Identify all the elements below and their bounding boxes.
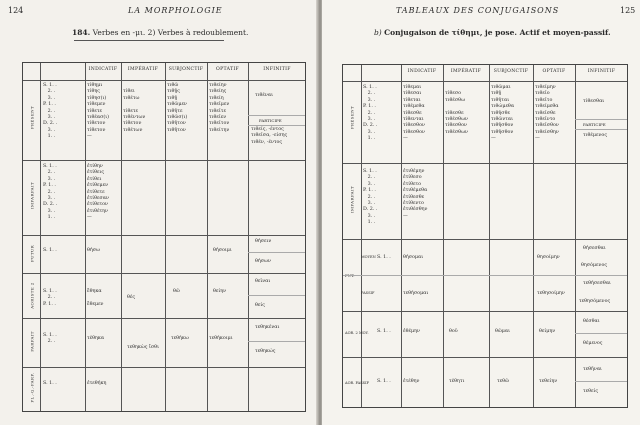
perfect-infinitif: τεθηκέναι xyxy=(255,325,280,330)
col-indicatif: INDICATIF xyxy=(407,69,437,74)
section-title xyxy=(374,28,611,37)
section-letter: b) xyxy=(374,28,382,37)
col-subjonctif: SUBJONCTIF xyxy=(493,69,529,74)
col-indicatif: INDICATIF xyxy=(88,67,118,72)
future-label: FUT. xyxy=(345,273,355,278)
aor-passif-subjonctif: τεθῶ xyxy=(497,379,509,384)
pluperfect-indicatif: ἐτεθήκη xyxy=(87,381,107,386)
perfect-subjonctif: τεθήκω xyxy=(171,336,189,341)
present-indicatif: τίθεμαι τίθεσαι τίθεται τιθέμεθα τίθεσθε τίθενται τίθεσθον τίθεσθον — xyxy=(403,85,425,142)
future-numbers: S. 1. . xyxy=(43,248,57,253)
aor-moyen-label: AOR. 2 MOY. xyxy=(345,331,369,335)
future-passif-optatif: τεθησοίμην xyxy=(537,291,565,296)
tense-aoriste: AORISTE 2 xyxy=(29,282,35,309)
imperfect-indicatif: ἐτίθην ἐτίθεις ἐτίθει ἐτίθεμεν ἐτίθετε ἐτίθεσαν ἐτίθετον ἐτιθέτην — xyxy=(87,164,109,221)
perfect-participe: τεθηκώς xyxy=(255,349,276,354)
future-passif-indicatif: τεθήσομαι xyxy=(403,291,429,296)
aor-passif-label: AOR. PASSIF xyxy=(345,381,369,385)
aorist-subjonctif: θῶ xyxy=(173,289,180,294)
present-numbers: S. 1. . 2. . 3. . P. 1. . 2. . 3. . D. 2. . 3. . 1. . xyxy=(363,85,378,142)
aor-passif-infinitif: τεθῆναι xyxy=(583,367,602,372)
future-numbers: S. 1. . xyxy=(377,255,391,260)
future-participe: θήσων xyxy=(255,259,271,264)
future-passif-infinitif: τεθήσεσθαι xyxy=(583,281,611,286)
future-moyen-optatif: θησοίμην xyxy=(537,255,560,260)
future-moyen-label: MOYEN xyxy=(361,255,376,259)
col-imperatif: IMPÉRATIF xyxy=(450,69,482,74)
aor-moyen-subjonctif: θῶμαι xyxy=(495,329,511,334)
aorist-participe: θείς xyxy=(255,303,265,308)
tense-imparfait: IMPARFAIT xyxy=(29,181,35,210)
future-infinitif: θήσειν xyxy=(255,239,272,244)
perfect-imperatif: τεθηκὼς ἴσθι xyxy=(127,345,159,350)
present-indicatif: τίθημι τίθης τίθησ(ι) τίθεμεν τίθετε τιθέασ(ι) τίθετον τίθετον — xyxy=(87,83,110,140)
col-optatif: OPTATIF xyxy=(542,69,566,74)
aor-passif-participe: τεθείς xyxy=(583,389,599,394)
present-participe: τιθείς, -έντος τιθεῖσα, -είσης τιθέν, -έντος xyxy=(251,127,288,145)
section-title-text: Verbes en -μι. 2) Verbes à redoublement. xyxy=(92,28,249,37)
tense-plusqueparfait: PL.-Q.-PARF. xyxy=(29,372,35,403)
present-participe-label: PARTICIPE xyxy=(259,118,282,123)
imperfect-numbers: S. 1. . 2. . 3. . P. 1. . 2. . 3. . D. 2. . 3. . 1. . xyxy=(363,169,378,226)
aor-passif-indicatif: ἐτέθην xyxy=(403,379,420,384)
present-subjonctif: τιθῶ τιθῇς τιθῇ τιθῶμεν τιθῆτε τιθῶσ(ι) τιθῆτον τιθῆτον xyxy=(167,83,188,133)
col-optatif: OPTATIF xyxy=(216,67,239,72)
title-underline xyxy=(74,40,224,41)
aor-moyen-numbers: S. 1. . xyxy=(377,329,391,334)
tense-present: PRÉSENT xyxy=(29,105,35,130)
aorist-imperatif: θές xyxy=(127,295,136,300)
perfect-optatif: τεθήκοιμι xyxy=(209,336,233,341)
present-subjonctif: τιθῶμαι τιθῇ τιθῆται τιθώμεθα τιθῆσθε τιθῶνται τιθῆσθον τιθῆσθον — xyxy=(491,85,515,142)
aorist-infinitif: θεῖναι xyxy=(255,279,271,284)
running-head: LA MORPHOLOGIE xyxy=(128,6,223,15)
future-passif-participe: τεθησόμενος xyxy=(579,299,611,304)
present-participe-label: PARTICIPE xyxy=(583,122,606,127)
tense-imparfait: IMPARFAIT xyxy=(349,185,355,214)
present-infinitif: τιθέναι xyxy=(255,93,273,98)
future-moyen-infinitif: θήσεσθαι xyxy=(583,246,606,251)
aor-moyen-optatif: θείμην xyxy=(539,329,556,334)
running-head: TABLEAUX DES CONJUGAISONS xyxy=(396,6,560,15)
future-moyen-participe: θησόμενος xyxy=(581,263,608,268)
present-imperatif: τίθει τιθέτω τίθετε τιθέντων τίθετον τιθέτων xyxy=(123,89,146,133)
conjugation-table xyxy=(22,62,306,412)
pluperfect-numbers: S. 1. . xyxy=(43,381,57,386)
perfect-numbers: S. 1. . 2. . xyxy=(43,333,57,345)
col-infinitif: INFINITIF xyxy=(587,69,616,74)
aorist-numbers: S. 1. . 2. . P. 1. . xyxy=(43,289,57,307)
page-number: 125 xyxy=(620,6,636,15)
col-infinitif: INFINITIF xyxy=(263,67,291,72)
aor-passif-numbers: S. 1. . xyxy=(377,379,391,384)
aor-moyen-participe: θέμενος xyxy=(583,341,603,346)
present-infinitif: τίθεσθαι xyxy=(583,99,605,104)
future-optatif: θήσοιμι xyxy=(213,248,232,253)
section-number: 184. xyxy=(72,28,91,37)
imperfect-indicatif: ἐτιθέμην ἐτίθεσο ἐτίθετο ἐτιθέμεθα ἐτίθεσθε ἐτίθεντο ἐτιθέσθην — xyxy=(403,169,428,219)
present-numbers: S. 1. . 2. . 3. . P. 1. . 2. . 3. . D. 2. . 3. . 1. . xyxy=(43,83,58,140)
aor-moyen-infinitif: θέσθαι xyxy=(583,319,600,324)
present-optatif: τιθείην τιθείης τιθείη τιθεῖμεν τιθεῖτε τιθεῖεν τιθεῖτον τιθείτην xyxy=(209,83,230,133)
col-imperatif: IMPÉRATIF xyxy=(127,67,159,72)
conjugation-table xyxy=(342,64,628,408)
aorist-optatif: θείην xyxy=(213,289,227,294)
future-passif-label: PASSIF xyxy=(361,291,375,295)
aor-moyen-indicatif: ἐθέμην xyxy=(403,329,420,334)
future-moyen-indicatif: θήσομαι xyxy=(403,255,424,260)
aor-passif-optatif: τεθείην xyxy=(539,379,558,384)
left-page xyxy=(0,0,318,425)
section-title-text: Conjugaison de τίθημι, je pose. Actif et moyen-passif. xyxy=(384,28,611,37)
aor-passif-imperatif: τέθητι xyxy=(449,379,465,384)
col-subjonctif: SUBJONCTIF xyxy=(168,67,204,72)
right-page xyxy=(322,0,640,425)
present-participe: τιθέμενος xyxy=(583,133,608,138)
tense-futur: FUTUR xyxy=(29,244,35,263)
aor-moyen-imperatif: θοῦ xyxy=(449,329,458,334)
tense-present: PRÉSENT xyxy=(349,105,355,130)
perfect-indicatif: τέθηκα xyxy=(87,336,105,341)
aorist-indicatif: ἔθηκα ἔθεμεν xyxy=(87,289,104,307)
tense-parfait: PARFAIT xyxy=(29,331,35,352)
page-number: 124 xyxy=(8,6,24,15)
imperfect-numbers: S. 1. . 2. . 3. . P. 1. . 2. . 3. . D. 2. . 3. . 1. . xyxy=(43,164,58,221)
present-imperatif: τίθεσο τιθέσθω τίθεσθε τιθέσθων τίθεσθον τιθέσθων xyxy=(445,91,468,135)
present-optatif: τιθείμην τιθεῖο τιθεῖτο τιθείμεθα τιθεῖσθε τιθεῖντο τιθεῖσθον τιθείσθην — xyxy=(535,85,559,142)
future-indicatif: θήσω xyxy=(87,248,100,253)
section-title xyxy=(72,28,248,37)
